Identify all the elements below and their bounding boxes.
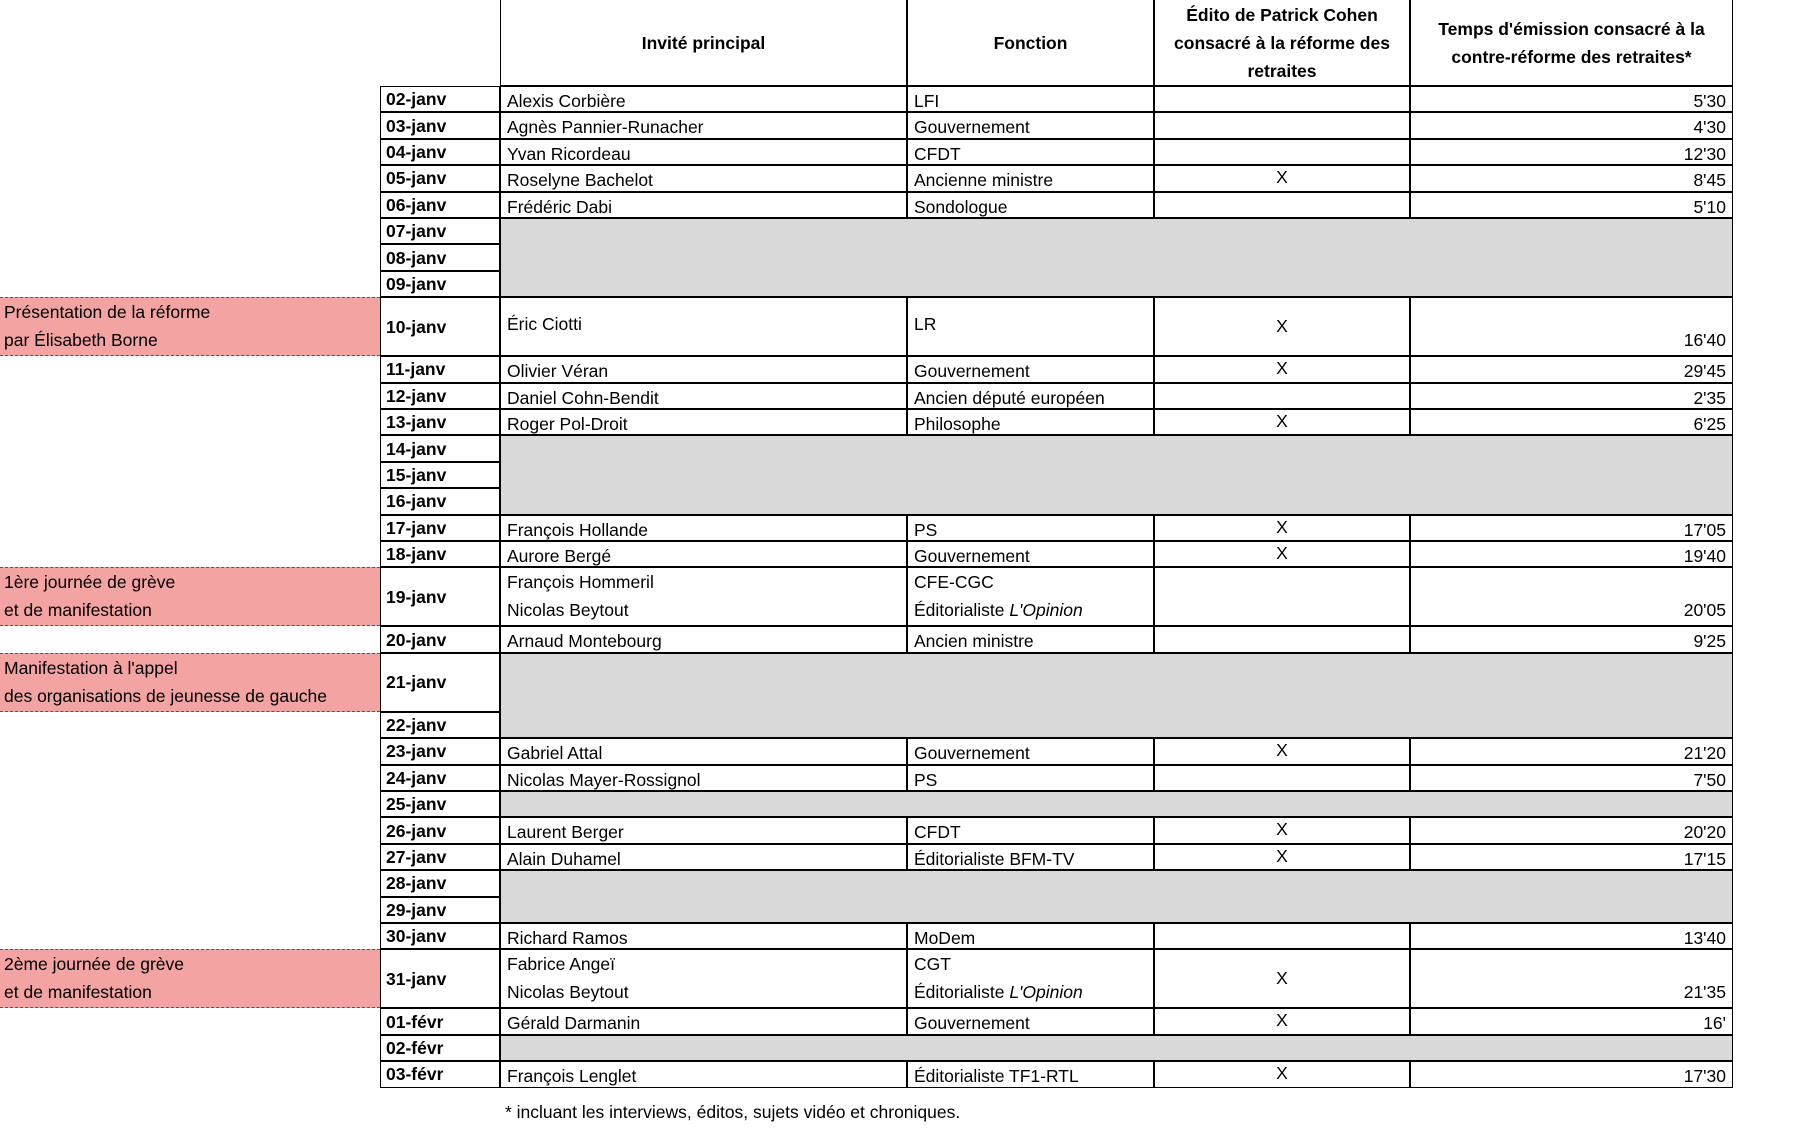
guest-cell — [500, 765, 907, 791]
airtime-cell: 2'35 — [1410, 383, 1733, 409]
no-show-block — [500, 1035, 1733, 1061]
guest-name: Frédéric Dabi — [507, 196, 613, 217]
guest-function: Philosophe — [914, 414, 1001, 434]
airtime-cell: 21'35 — [1410, 949, 1733, 1008]
guest-name: François Hollande — [507, 519, 649, 540]
guest-name: Agnès Pannier-Runacher — [507, 117, 704, 138]
guest-function: Éditorialiste L'Opinion — [914, 600, 1083, 621]
edito-cell: X — [1154, 844, 1410, 870]
date-cell: 03-janv — [380, 112, 500, 138]
function-cell — [907, 409, 1154, 435]
date-cell: 11-janv — [380, 356, 500, 382]
airtime-cell: 5'10 — [1410, 192, 1733, 218]
airtime-cell: 17'30 — [1410, 1061, 1733, 1087]
guest-function: Gouvernement — [914, 1013, 1030, 1034]
guest-cell — [500, 515, 907, 541]
guest-cell — [500, 844, 907, 870]
guest-function: Ancien député européen — [914, 387, 1105, 408]
guest-cell — [500, 86, 907, 112]
guest-name: Fabrice Angeï — [507, 954, 615, 975]
guest-function: Gouvernement — [914, 546, 1030, 566]
guest-name: François Lenglet — [507, 1066, 637, 1087]
date-cell: 02-févr — [380, 1035, 500, 1061]
guest-function: Sondologue — [914, 196, 1008, 217]
function-cell — [907, 817, 1154, 843]
guest-function: PS — [914, 519, 938, 540]
guest-cell — [500, 567, 907, 626]
date-cell: 06-janv — [380, 192, 500, 218]
date-cell: 05-janv — [380, 165, 500, 191]
guest-name: Olivier Véran — [507, 361, 609, 382]
date-cell: 15-janv — [380, 462, 500, 488]
edito-cell — [1154, 567, 1410, 626]
guest-function: CFE-CGC — [914, 572, 994, 593]
date-cell: 30-janv — [380, 923, 500, 949]
date-cell: 10-janv — [380, 297, 500, 356]
function-cell — [907, 1061, 1154, 1087]
guest-function: LR — [914, 314, 937, 335]
airtime-cell: 17'15 — [1410, 844, 1733, 870]
edito-cell — [1154, 139, 1410, 165]
date-cell: 22-janv — [380, 712, 500, 738]
function-cell — [907, 86, 1154, 112]
header-edito: Édito de Patrick Cohen consacré à la réforme des retraites — [1154, 0, 1410, 86]
event-annotation: 1ère journée de grève et de manifestation — [0, 567, 380, 626]
date-cell: 26-janv — [380, 817, 500, 843]
airtime-cell: 7'50 — [1410, 765, 1733, 791]
date-cell: 23-janv — [380, 738, 500, 764]
airtime-cell: 12'30 — [1410, 139, 1733, 165]
airtime-cell: 29'45 — [1410, 356, 1733, 382]
guest-name: Roger Pol-Droit — [507, 414, 628, 434]
date-cell: 01-févr — [380, 1008, 500, 1034]
date-cell: 03-févr — [380, 1061, 500, 1087]
date-cell: 19-janv — [380, 567, 500, 626]
date-cell: 28-janv — [380, 870, 500, 896]
function-cell — [907, 383, 1154, 409]
guest-function: CGT — [914, 954, 951, 975]
airtime-cell: 6'25 — [1410, 409, 1733, 435]
guest-cell — [500, 192, 907, 218]
guest-cell — [500, 1008, 907, 1034]
airtime-cell: 20'05 — [1410, 567, 1733, 626]
date-cell: 20-janv — [380, 626, 500, 652]
no-show-block — [500, 791, 1733, 817]
guest-name: Gérald Darmanin — [507, 1013, 641, 1034]
date-cell: 04-janv — [380, 139, 500, 165]
event-annotation: Manifestation à l'appel des organisations de jeunesse de gauche — [0, 653, 380, 712]
function-cell — [907, 515, 1154, 541]
date-cell: 12-janv — [380, 383, 500, 409]
guest-cell — [500, 541, 907, 567]
guest-name: François Hommeril — [507, 572, 654, 593]
guest-name: Yvan Ricordeau — [507, 143, 631, 164]
guest-function: LFI — [914, 91, 940, 111]
function-cell — [907, 949, 1154, 1008]
edito-cell: X — [1154, 409, 1410, 435]
guest-function: CFDT — [914, 822, 961, 843]
edito-cell — [1154, 626, 1410, 652]
no-show-block — [500, 870, 1733, 923]
date-cell: 14-janv — [380, 435, 500, 461]
airtime-cell: 16' — [1410, 1008, 1733, 1034]
guest-name: Alexis Corbière — [507, 91, 626, 111]
function-cell — [907, 738, 1154, 764]
function-cell — [907, 1008, 1154, 1034]
edito-cell — [1154, 923, 1410, 949]
function-cell — [907, 192, 1154, 218]
airtime-cell: 21'20 — [1410, 738, 1733, 764]
date-cell: 27-janv — [380, 844, 500, 870]
guest-name: Nicolas Beytout — [507, 600, 629, 621]
date-cell: 13-janv — [380, 409, 500, 435]
date-cell: 16-janv — [380, 488, 500, 514]
date-cell: 24-janv — [380, 765, 500, 791]
guest-cell — [500, 409, 907, 435]
footnote: * incluant les interviews, éditos, sujets vidéo et chroniques. — [505, 1102, 961, 1122]
guest-cell — [500, 297, 907, 356]
guest-cell — [500, 112, 907, 138]
airtime-cell: 17'05 — [1410, 515, 1733, 541]
edito-cell — [1154, 383, 1410, 409]
edito-cell: X — [1154, 515, 1410, 541]
airtime-cell: 13'40 — [1410, 923, 1733, 949]
guest-function: Éditorialiste TF1-RTL — [914, 1066, 1079, 1087]
function-cell — [907, 765, 1154, 791]
edito-cell: X — [1154, 297, 1410, 356]
guest-name: Gabriel Attal — [507, 743, 603, 764]
function-cell — [907, 844, 1154, 870]
guest-function: Ancien ministre — [914, 631, 1034, 652]
edito-cell — [1154, 192, 1410, 218]
guest-cell — [500, 817, 907, 843]
date-cell: 08-janv — [380, 244, 500, 270]
guest-cell — [500, 383, 907, 409]
function-cell — [907, 567, 1154, 626]
edito-cell — [1154, 86, 1410, 112]
guest-cell — [500, 139, 907, 165]
header-guest: Invité principal — [500, 0, 907, 86]
airtime-cell: 20'20 — [1410, 817, 1733, 843]
edito-cell: X — [1154, 1008, 1410, 1034]
function-cell — [907, 923, 1154, 949]
guest-cell — [500, 165, 907, 191]
edito-cell: X — [1154, 541, 1410, 567]
guest-cell — [500, 738, 907, 764]
edito-cell — [1154, 112, 1410, 138]
edito-cell: X — [1154, 817, 1410, 843]
airtime-cell: 9'25 — [1410, 626, 1733, 652]
date-cell: 21-janv — [380, 653, 500, 712]
guest-function: CFDT — [914, 143, 961, 164]
guest-function: Éditorialiste BFM-TV — [914, 848, 1075, 869]
date-cell: 18-janv — [380, 541, 500, 567]
date-cell: 07-janv — [380, 218, 500, 244]
event-annotation: Présentation de la réforme par Élisabeth Borne — [0, 297, 380, 356]
guest-name: Roselyne Bachelot — [507, 170, 653, 191]
no-show-block — [500, 653, 1733, 738]
guest-function: Gouvernement — [914, 117, 1030, 138]
no-show-block — [500, 435, 1733, 514]
airtime-cell: 4'30 — [1410, 112, 1733, 138]
guest-name: Alain Duhamel — [507, 848, 621, 869]
guest-function: Éditorialiste L'Opinion — [914, 982, 1083, 1003]
guest-name: Richard Ramos — [507, 928, 628, 948]
edito-cell: X — [1154, 1061, 1410, 1087]
no-show-block — [500, 218, 1733, 297]
header-function: Fonction — [907, 0, 1154, 86]
guest-function: PS — [914, 769, 938, 790]
airtime-cell: 5'30 — [1410, 86, 1733, 112]
date-cell: 25-janv — [380, 791, 500, 817]
date-cell: 29-janv — [380, 897, 500, 923]
header-airtime: Temps d'émission consacré à la contre-réforme des retraites* — [1410, 0, 1733, 86]
guest-name: Aurore Bergé — [507, 546, 612, 566]
function-cell — [907, 139, 1154, 165]
guest-cell — [500, 1061, 907, 1087]
guest-function: Gouvernement — [914, 743, 1030, 764]
function-cell — [907, 626, 1154, 652]
function-cell — [907, 112, 1154, 138]
guest-name: Nicolas Mayer-Rossignol — [507, 769, 701, 790]
event-annotation: 2ème journée de grève et de manifestation — [0, 949, 380, 1008]
edito-cell — [1154, 765, 1410, 791]
date-cell: 09-janv — [380, 271, 500, 297]
airtime-cell: 16'40 — [1410, 297, 1733, 356]
function-cell — [907, 541, 1154, 567]
guest-cell — [500, 626, 907, 652]
guest-function: Ancienne ministre — [914, 170, 1054, 191]
guest-function: MoDem — [914, 928, 976, 948]
guest-name: Daniel Cohn-Bendit — [507, 387, 659, 408]
guest-name: Nicolas Beytout — [507, 982, 629, 1003]
guest-name: Laurent Berger — [507, 822, 624, 843]
function-cell — [907, 165, 1154, 191]
function-cell — [907, 356, 1154, 382]
guest-function: Gouvernement — [914, 361, 1030, 382]
edito-cell: X — [1154, 949, 1410, 1008]
guest-cell — [500, 923, 907, 949]
guest-cell — [500, 949, 907, 1008]
date-cell: 31-janv — [380, 949, 500, 1008]
edito-cell: X — [1154, 356, 1410, 382]
date-cell: 17-janv — [380, 515, 500, 541]
edito-cell: X — [1154, 738, 1410, 764]
guest-name: Éric Ciotti — [507, 314, 582, 335]
airtime-cell: 8'45 — [1410, 165, 1733, 191]
guest-name: Arnaud Montebourg — [507, 631, 662, 652]
date-cell: 02-janv — [380, 86, 500, 112]
function-cell — [907, 297, 1154, 356]
edito-cell: X — [1154, 165, 1410, 191]
airtime-cell: 19'40 — [1410, 541, 1733, 567]
guest-cell — [500, 356, 907, 382]
